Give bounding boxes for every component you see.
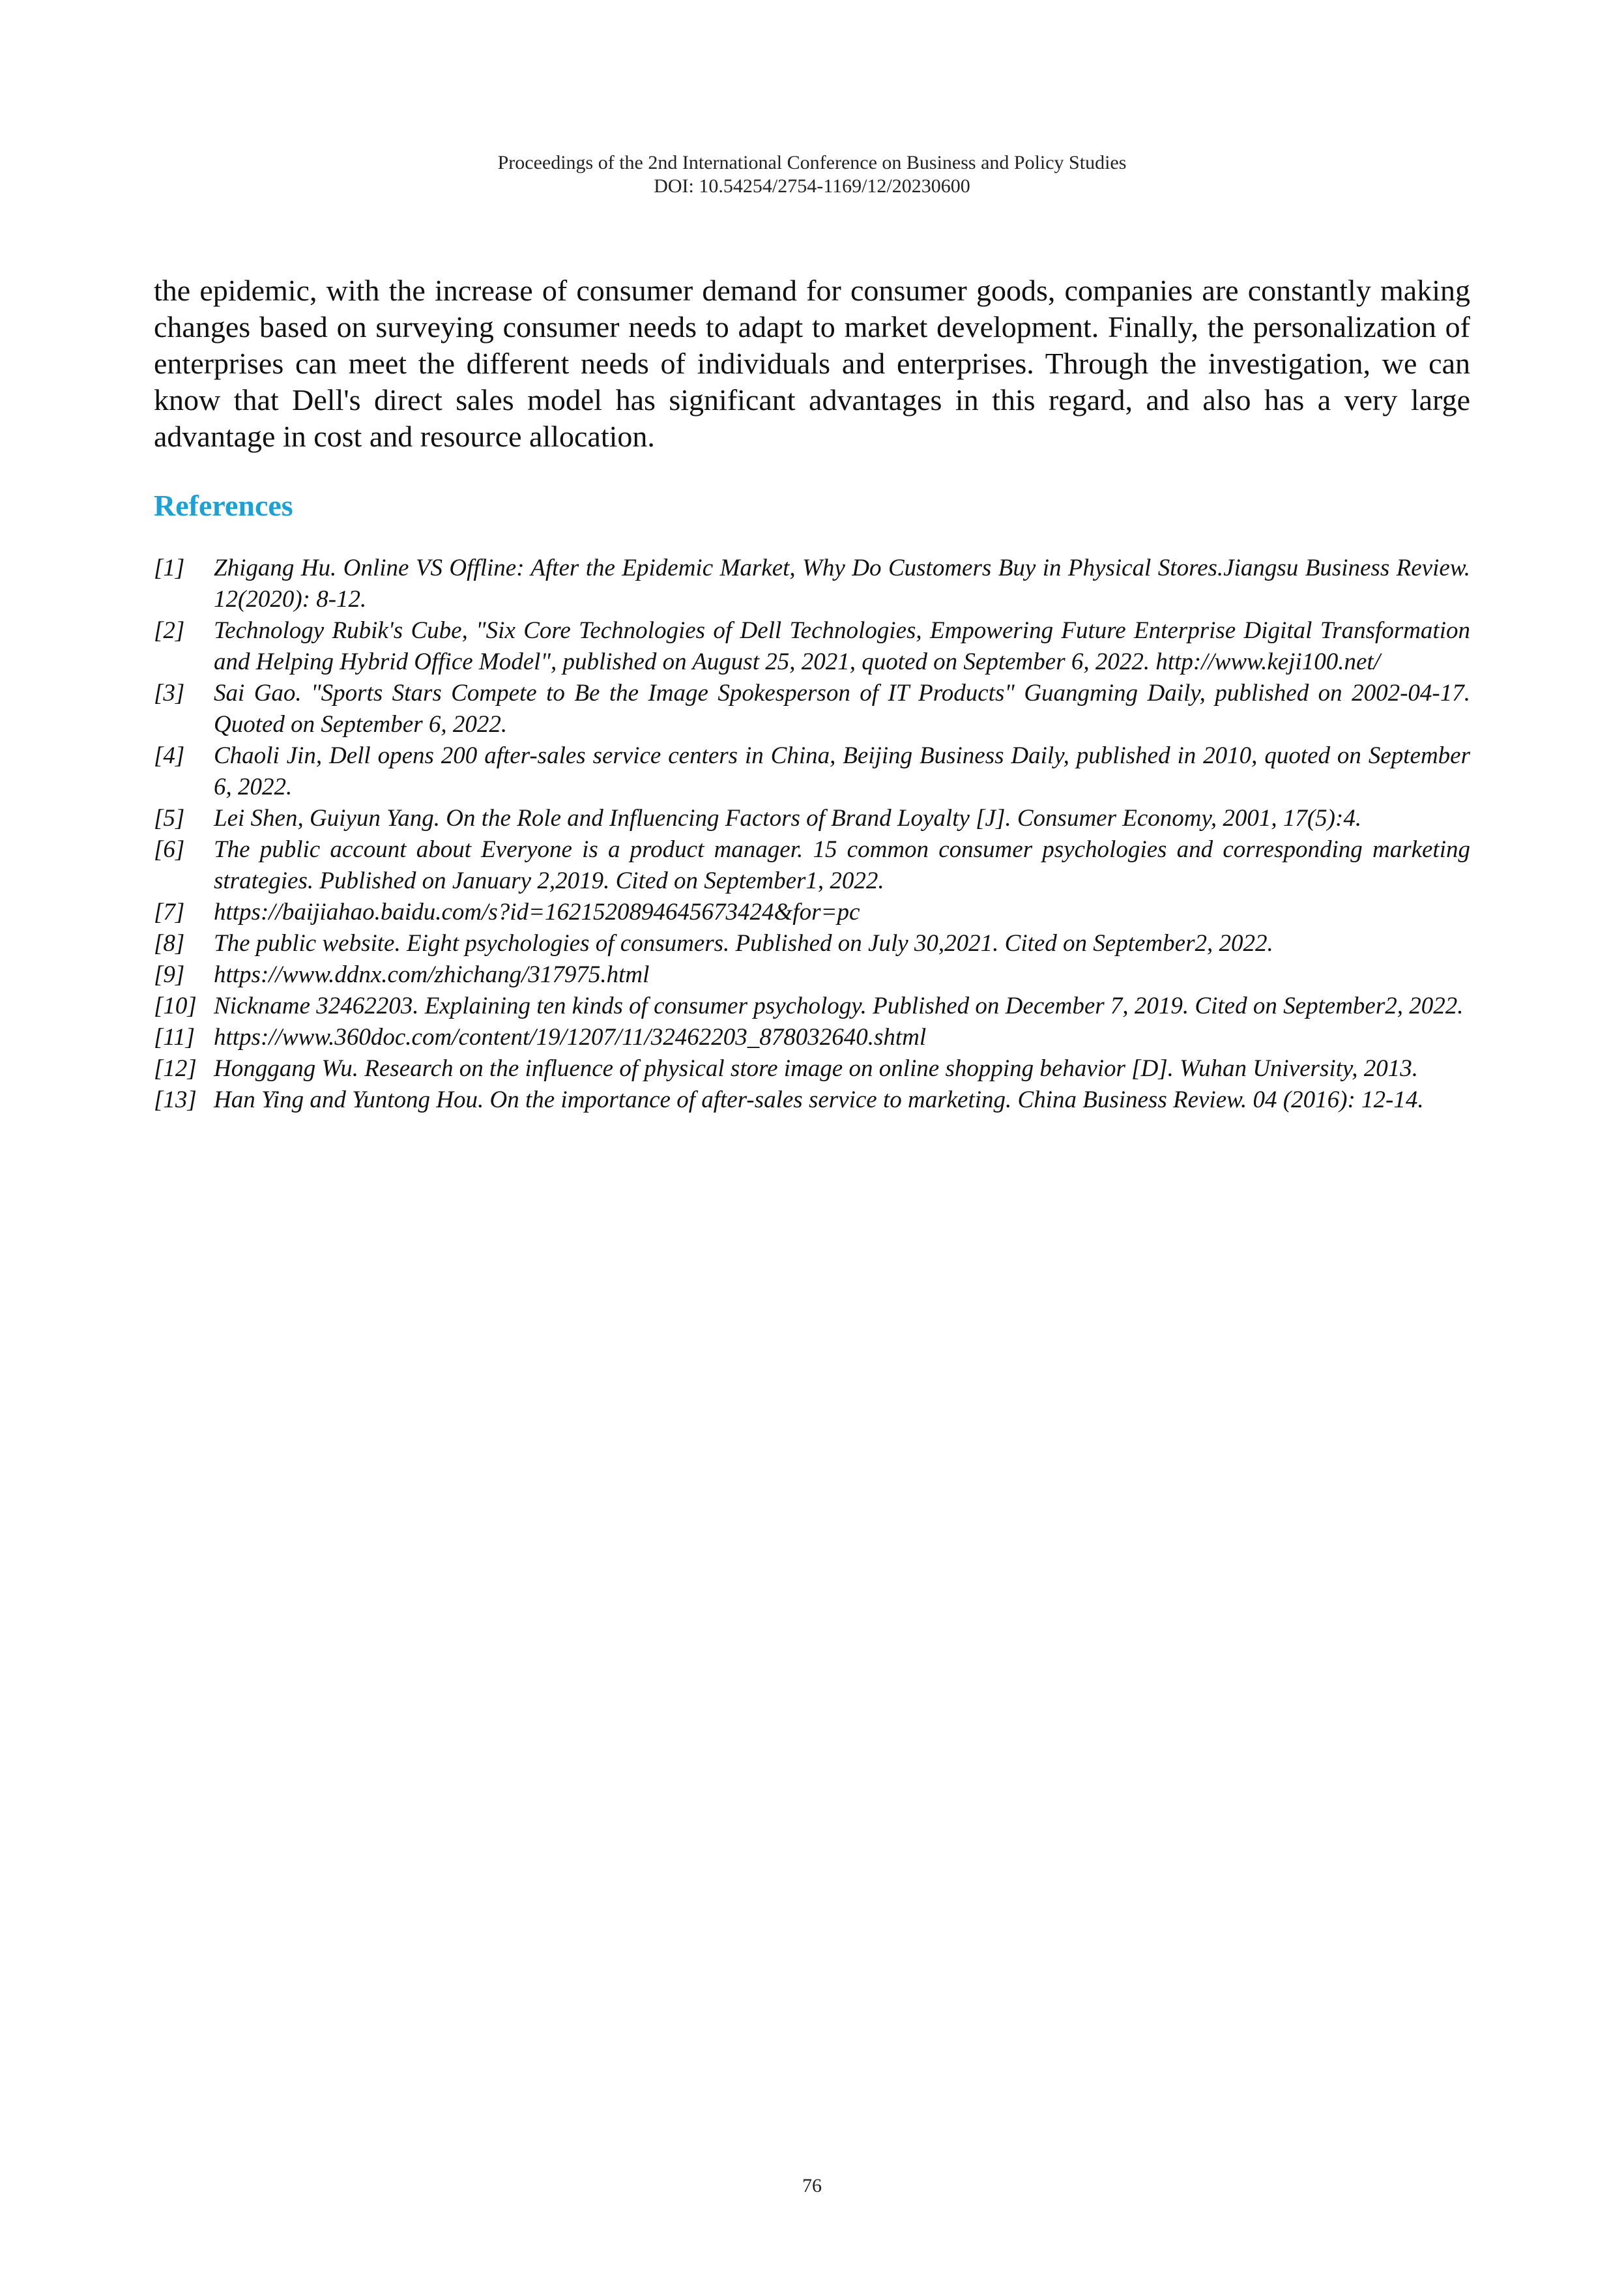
reference-number: [9] bbox=[154, 961, 185, 988]
reference-item bbox=[154, 803, 1470, 834]
reference-text: Technology Rubik's Cube, "Six Core Technologies of Dell Technologies, Empowering Future Enterprise Digital Transformation and Helping Hybrid Office Model", published on August 25, 2021, quoted on September 6, 2022. http://www.keji100.net/ bbox=[214, 617, 1470, 675]
reference-item bbox=[154, 834, 1470, 897]
reference-number: [7] bbox=[154, 899, 185, 926]
reference-text: https://www.ddnx.com/zhichang/317975.html bbox=[214, 961, 650, 988]
reference-number: [6] bbox=[154, 836, 185, 863]
reference-item bbox=[154, 928, 1470, 959]
reference-number: [4] bbox=[154, 742, 185, 769]
reference-number: [2] bbox=[154, 617, 185, 644]
reference-text: Han Ying and Yuntong Hou. On the importance of after-sales service to marketing. China Business Review. 04 (2016): 12-14. bbox=[214, 1086, 1424, 1113]
reference-number: [1] bbox=[154, 555, 185, 581]
reference-text: https://www.360doc.com/content/19/1207/11/32462203_878032640.shtml bbox=[214, 1024, 927, 1051]
reference-number: [13] bbox=[154, 1086, 197, 1113]
reference-item bbox=[154, 678, 1470, 740]
reference-number: [5] bbox=[154, 805, 185, 832]
reference-item bbox=[154, 740, 1470, 803]
reference-item bbox=[154, 959, 1470, 991]
reference-text: Honggang Wu. Research on the influence of physical store image on online shopping behavior [D]. Wuhan University, 2013. bbox=[214, 1055, 1419, 1082]
body-paragraph: the epidemic, with the increase of consumer demand for consumer goods, companies are constantly making changes based on surveying consumer needs to adapt to market development. Finally, the personalization of enterprises can meet the different needs of individuals and enterprises. Through the investigation, we can know that Dell's direct sales model has significant advantages in this regard, and also has a very large advantage in cost and resource allocation. bbox=[154, 274, 1470, 453]
reference-item bbox=[154, 897, 1470, 928]
reference-number: [8] bbox=[154, 930, 185, 957]
reference-item bbox=[154, 1085, 1470, 1116]
reference-text: Sai Gao. "Sports Stars Compete to Be the Image Spokesperson of IT Products" Guangming Daily, published on 2002-04-17. Quoted on September 6, 2022. bbox=[214, 680, 1470, 738]
reference-text: The public website. Eight psychologies of consumers. Published on July 30,2021. Cited on September2, 2022. bbox=[214, 930, 1273, 957]
reference-number: [3] bbox=[154, 680, 185, 707]
reference-list bbox=[154, 553, 1470, 1116]
reference-item bbox=[154, 1053, 1470, 1085]
running-header bbox=[0, 151, 1624, 198]
header-conference-title: Proceedings of the 2nd International Conference on Business and Policy Studies bbox=[497, 152, 1127, 173]
page-number: 76 bbox=[802, 2175, 822, 2196]
references-heading: References bbox=[154, 489, 293, 522]
reference-text: Chaoli Jin, Dell opens 200 after-sales service centers in China, Beijing Business Daily, published in 2010, quoted on September 6, 2022. bbox=[214, 742, 1470, 800]
reference-text: The public account about Everyone is a product manager. 15 common consumer psychologies and corresponding marketing strategies. Published on January 2,2019. Cited on September1, 2022. bbox=[214, 836, 1470, 894]
reference-text: Lei Shen, Guiyun Yang. On the Role and Influencing Factors of Brand Loyalty [J]. Consumer Economy, 2001, 17(5):4. bbox=[214, 805, 1362, 832]
reference-item bbox=[154, 615, 1470, 678]
reference-number: [11] bbox=[154, 1024, 196, 1051]
reference-number: [12] bbox=[154, 1055, 197, 1082]
header-doi: DOI: 10.54254/2754-1169/12/20230600 bbox=[654, 175, 970, 197]
reference-text: Zhigang Hu. Online VS Offline: After the Epidemic Market, Why Do Customers Buy in Physical Stores.Jiangsu Business Review. 12(2020): 8-12. bbox=[214, 555, 1470, 613]
reference-item bbox=[154, 1022, 1470, 1053]
reference-number: [10] bbox=[154, 993, 197, 1019]
reference-text: Nickname 32462203. Explaining ten kinds of consumer psychology. Published on December 7, 2019. Cited on September2, 2022. bbox=[214, 993, 1464, 1019]
reference-text: https://baijiahao.baidu.com/s?id=1621520894645673424&for=pc bbox=[214, 899, 860, 926]
reference-item bbox=[154, 991, 1470, 1022]
reference-item bbox=[154, 553, 1470, 615]
